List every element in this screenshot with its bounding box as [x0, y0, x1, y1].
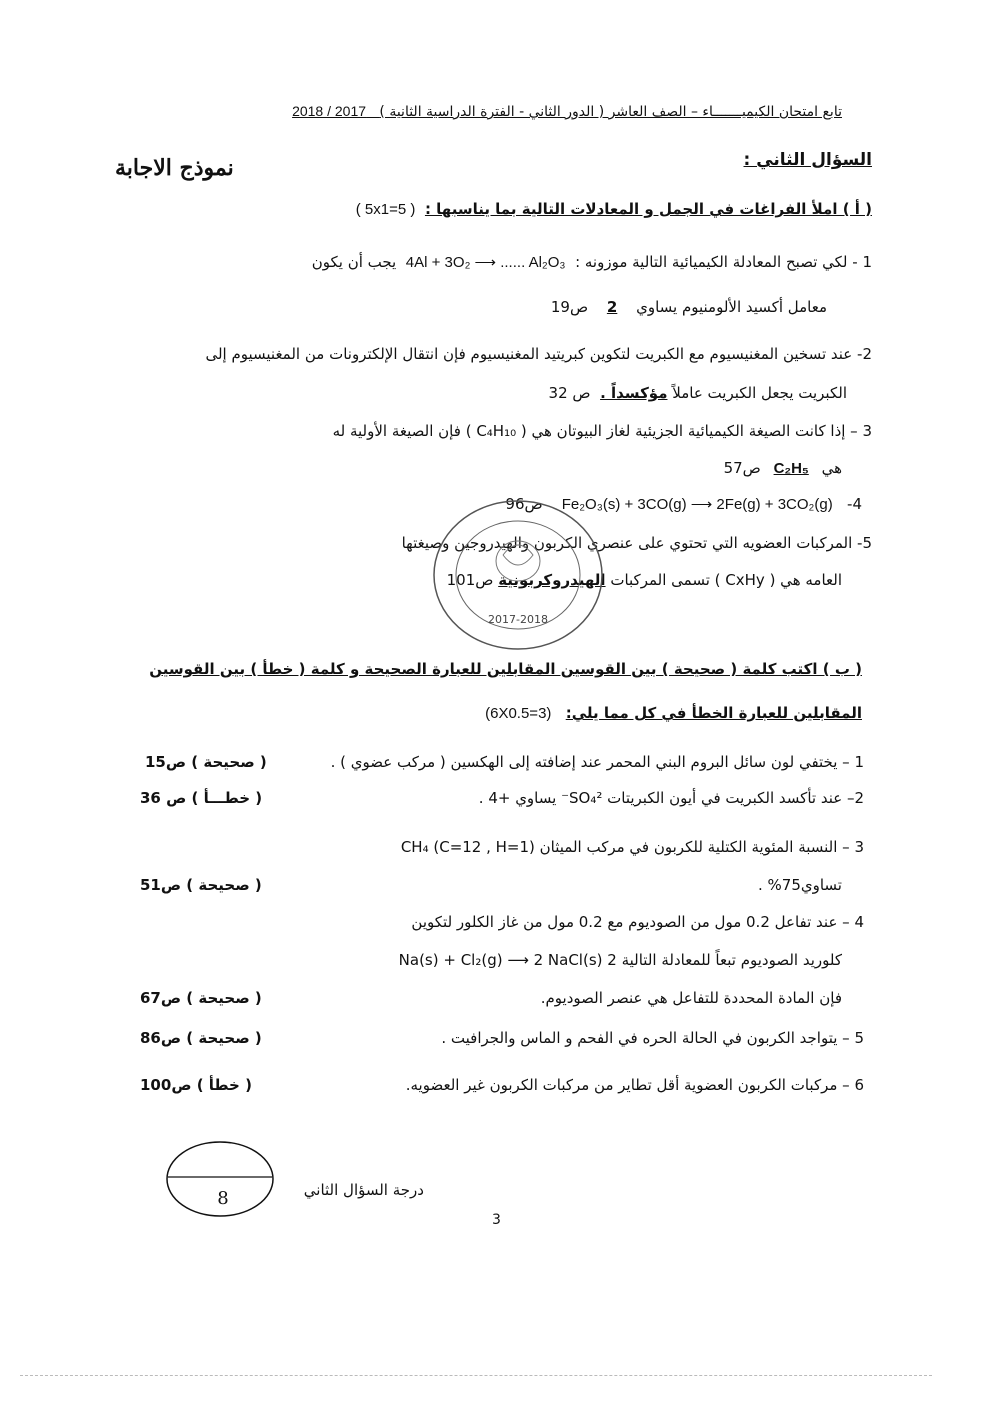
- a1-line1: 1 - لكي تصبح المعادلة الكيميائية التالية موزونه : 4Al + 3O₂ ⟶ ...... Al₂O₃ يجب أن يكون: [311, 253, 872, 271]
- b4-statement-line2: كلوريد الصوديوم تبعاً للمعادلة التالية 2 Na(s) + Cl₂(g) ⟶ 2 NaCl(s): [398, 951, 842, 969]
- a3-line2: هي C₂H₅ ص57: [723, 459, 842, 477]
- header-title: تابع امتحان الكيميـــــــاء – الصف العاشر ( الدور الثاني - الفترة الدراسية الثانية ): [379, 104, 842, 120]
- b4-statement-line1: 4 – عند تفاعل 0.2 مول من الصوديوم مع 0.2 مول من غاز الكلور لتكوين: [411, 913, 864, 931]
- model-answer-title: نموذج الاجابة: [115, 155, 234, 181]
- b4-answer: ( صحيحة ) ص67: [140, 989, 262, 1007]
- a1-ref: ص19: [550, 298, 589, 316]
- a2-answer: مؤكسداً .: [600, 384, 668, 402]
- b5-statement: 5 – يتواجد الكربون في الحالة الحره في الفحم و الماس والجرافيت .: [441, 1029, 864, 1047]
- a1-line2: معامل أكسيد الألومنيوم يساوي 2 ص19: [550, 298, 827, 316]
- a4-equation: Fe₂O₃(s) + 3CO(g) ⟶ 2Fe(g) + 3CO₂(g): [561, 496, 833, 513]
- b6-answer: ( خطأ ) ص100: [140, 1076, 252, 1094]
- bottom-divider: [20, 1375, 932, 1376]
- a1-answer: 2: [606, 298, 618, 316]
- b5-answer: ( صحيحة ) ص86: [140, 1029, 262, 1047]
- question-title: السؤال الثاني :: [743, 150, 872, 170]
- b2-answer: ( خطـــأ ) ص 36: [140, 789, 263, 807]
- a5-ref: ص101: [446, 571, 494, 589]
- b6-statement: 6 – مركبات الكربون العضوية أقل تطاير من مركبات الكربون غير العضويه.: [405, 1076, 864, 1094]
- a3-line1: 3 – إذا كانت الصيغة الكيميائية الجزيئية لغاز البيوتان هي ( C₄H₁₀ ) فإن الصيغة الأولية له: [332, 422, 872, 440]
- b3-answer: ( صحيحة ) ص51: [140, 876, 262, 894]
- a1-line1-end: يجب أن يكون: [311, 253, 397, 271]
- stamp-year: 2017-2018: [488, 613, 548, 626]
- b1-statement: 1 – يختفي لون سائل البروم البني المحمر عند إضافته إلى الهكسين ( مركب عضوي ) .: [330, 753, 864, 771]
- section-a-heading: [356, 200, 872, 218]
- b1-answer: ( صحيحة ) ص15: [145, 753, 267, 771]
- section-b-heading-line2: المقابلين للعبارة الخطأ في كل مما يلي: (6X0.5=3): [485, 704, 862, 722]
- a2-line2: الكبريت يجعل الكبريت عاملاً مؤكسداً . ص 32: [548, 384, 847, 402]
- a5-line2: العامه هي ( CxHy ) تسمى المركبات الهيدروكربونية ص101: [446, 571, 842, 589]
- a3-answer: C₂H₅: [773, 460, 809, 477]
- page-number: 3: [492, 1212, 501, 1228]
- section-b-marks: (6X0.5=3): [485, 705, 552, 722]
- a1-equation: 4Al + 3O₂ ⟶ ...... Al₂O₃: [405, 254, 566, 271]
- grade-value: 8: [217, 1188, 229, 1209]
- a4-ref: ص96: [505, 495, 543, 513]
- grade-label: درجة السؤال الثاني: [303, 1181, 424, 1199]
- section-a-marks: ( 5x1=5 ): [355, 201, 416, 218]
- a5-line1: 5- المركبات العضويه التي تحتوي على عنصري الكربون والهيدروجين وصيغتها: [401, 534, 872, 552]
- b3-statement-line1: 3 – النسبة المئوية الكتلية للكربون في مركب الميثان CH₄ (C=12 , H=1): [400, 838, 864, 856]
- section-a-title: ( أ ) املأ الفراغات في الجمل و المعادلات التالية بما يناسبها :: [424, 200, 872, 218]
- b4-statement-line3: فإن المادة المحددة للتفاعل هي عنصر الصوديوم.: [540, 989, 842, 1007]
- b2-statement: 2– عند تأكسد الكبريت في أيون الكبريتات SO₄²⁻ يساوي +4 .: [478, 789, 864, 807]
- a2-line1: 2- عند تسخين المغنيسيوم مع الكبريت لتكوين كبريتيد المغنيسيوم فإن انتقال الإلكترونات من المغنيسيوم إلى: [205, 345, 872, 363]
- header-year: 2018 / 2017: [292, 103, 367, 119]
- a3-ref: ص57: [723, 459, 761, 477]
- a4-number: 4-: [847, 495, 862, 513]
- official-stamp-icon: [428, 495, 608, 655]
- page-header: [292, 103, 842, 120]
- grade-circle: [165, 1140, 275, 1218]
- section-b-heading-line1: ( ب ) اكتب كلمة ( صحيحة ) بين القوسين المقابلين للعبارة الصحيحة و كلمة ( خطأ ) بين القوسين: [149, 660, 862, 678]
- b3-statement-line2: تساوي75% .: [757, 876, 842, 894]
- a5-answer: الهيدروكربونية: [498, 571, 606, 589]
- a2-ref: ص 32: [548, 384, 591, 402]
